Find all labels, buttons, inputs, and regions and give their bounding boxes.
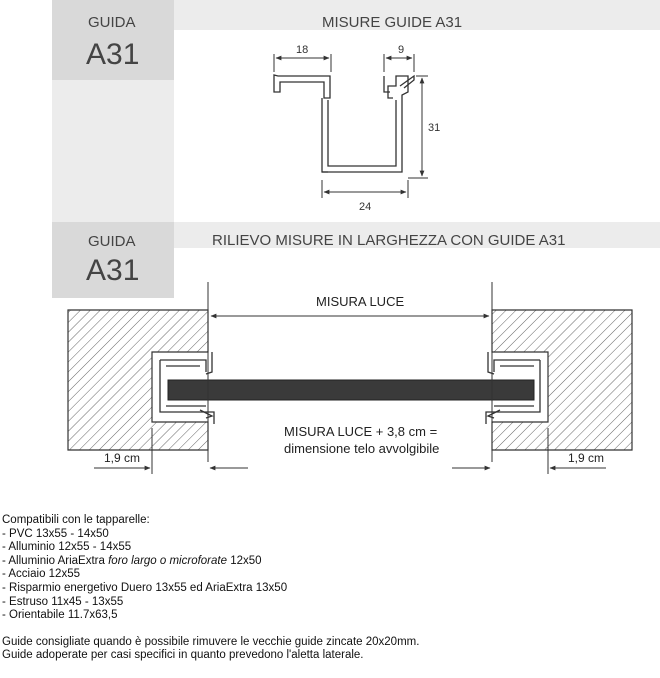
note-recommended: Guide consigliate quando è possibile rimuvere le vecchie guide zincate 20x20mm.: [2, 635, 420, 648]
spacer: [2, 623, 652, 636]
guide-label: GUIDA: [88, 14, 136, 31]
shutter-slat: [168, 380, 534, 400]
width-measurement-diagram: [0, 222, 660, 510]
compat-item-risparmio: - Risparmio energetivo Duero 13x55 ed AriaExtra 13x50: [2, 581, 288, 594]
offset-label-right: 1,9 cm: [568, 451, 605, 465]
compat-title: Compatibili con le tapparelle:: [2, 514, 150, 526]
diagram-title: MISURE GUIDE A31: [322, 14, 463, 31]
width-measurement-panel: [0, 222, 660, 510]
offset-label-left: 1,9 cm: [104, 451, 141, 465]
dim-bottom: 24: [359, 201, 372, 213]
formula-line-1: MISURA LUCE + 3,8 cm =: [284, 424, 438, 439]
compat-item-orientabile: - Orientabile 11.7x63,5: [2, 609, 118, 622]
dim-width-right: 9: [398, 44, 405, 56]
diagram-title: RILIEVO MISURE IN LARGHEZZA CON GUIDE A31: [212, 232, 566, 249]
guide-code: A31: [86, 38, 140, 71]
guide-dimensions-diagram: [0, 0, 660, 222]
dim-width-left: 18: [296, 44, 309, 56]
compat-item-aria-prefix: - Alluminio AriaExtra: [2, 554, 109, 567]
compat-item-pvc: - PVC 13x55 - 14x50: [2, 527, 109, 540]
guide-label: GUIDA: [88, 233, 136, 250]
measure-luce-label: MISURA LUCE: [316, 294, 405, 309]
compat-item-aria-italic: foro largo o microforate: [108, 554, 227, 567]
compat-item-aria-extra: [2, 555, 652, 569]
note-specific: Guide adoperate per casi specifici in quanto prevedono l'aletta laterale.: [2, 649, 364, 662]
compat-item-acciaio: - Acciaio 12x55: [2, 568, 80, 581]
compat-item-estruso: - Estruso 11x45 - 13x55: [2, 595, 124, 608]
guide-dimensions-panel: [0, 0, 660, 222]
formula-line-2: dimensione telo avvolgibile: [284, 441, 440, 456]
compat-item-aria-suffix: 12x50: [227, 554, 262, 567]
drawing-area: [174, 30, 660, 222]
guide-code: A31: [86, 254, 140, 287]
compat-item-alluminio: - Alluminio 12x55 - 14x55: [2, 541, 132, 554]
compatibility-text: [2, 514, 652, 663]
dim-height: 31: [428, 122, 441, 134]
